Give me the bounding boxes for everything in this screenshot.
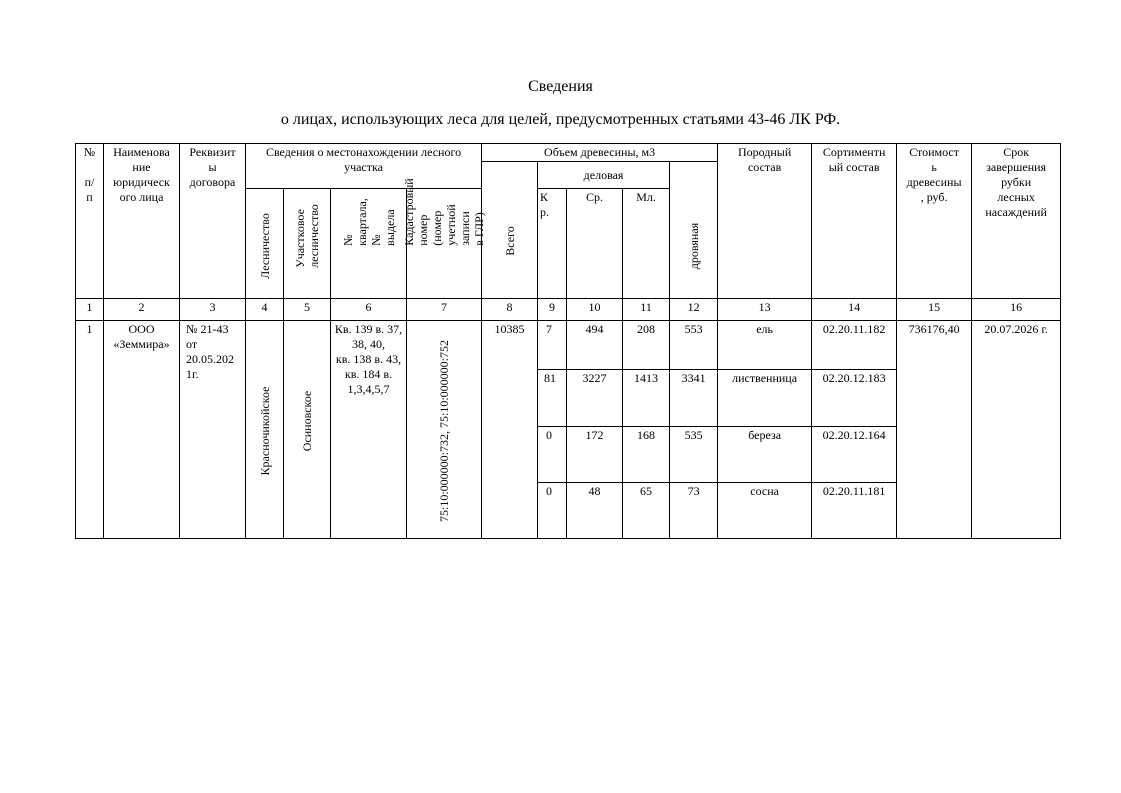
species-large: 0 [538,427,567,483]
header-business: деловая [538,162,670,189]
species-breed: лиственница [718,370,812,427]
header-row-1 [76,144,1061,162]
column-number: 4 [246,299,284,321]
header-term: Срок завершения рубки лесных насаждений [972,144,1061,299]
header-num: № п/ п [76,144,104,299]
record-term: 20.07.2026 г. [972,321,1061,539]
species-firewood: 535 [670,427,718,483]
record-cadastral: 75:10:000000:732, 75:10:000000:752 [407,321,482,539]
header-name: Наименова ние юридическ ого лица [104,144,180,299]
species-large: 0 [538,483,567,539]
record-total: 10385 [482,321,538,539]
column-number: 16 [972,299,1061,321]
species-medium: 48 [567,483,623,539]
species-breed: береза [718,427,812,483]
species-firewood: 553 [670,321,718,370]
header-large: К р. [538,189,567,299]
header-cost: Стоимост ь древесины , руб. [897,144,972,299]
species-breed: сосна [718,483,812,539]
species-firewood: 3341 [670,370,718,427]
species-assortment: 02.20.12.164 [812,427,897,483]
record-name: ООО «Земмира» [104,321,180,539]
column-number: 15 [897,299,972,321]
column-number: 12 [670,299,718,321]
document-subtitle: о лицах, использующих леса для целей, предусмотренных статьями 43-46 ЛК РФ. [280,111,841,128]
record-num: 1 [76,321,104,539]
document-title: Сведения [528,78,593,95]
column-number: 11 [623,299,670,321]
species-medium: 494 [567,321,623,370]
data-row-1 [76,321,1061,370]
header-firewood: дровяная [670,162,718,299]
header-quarter: № квартала, № выдела [331,189,407,299]
column-number: 9 [538,299,567,321]
header-cadastral: Кадастровый номер (номер учетной записи в ГЛР) [407,189,482,299]
species-assortment: 02.20.11.181 [812,483,897,539]
record-contract: № 21-43 от 20.05.202 1г. [180,321,246,539]
species-large: 81 [538,370,567,427]
column-number-row [76,299,1061,321]
header-district: Участковое лесничество [284,189,331,299]
column-number: 5 [284,299,331,321]
column-number: 13 [718,299,812,321]
header-small: Мл. [623,189,670,299]
column-number: 10 [567,299,623,321]
column-number: 2 [104,299,180,321]
column-number: 14 [812,299,897,321]
column-number: 6 [331,299,407,321]
species-small: 168 [623,427,670,483]
column-number: 7 [407,299,482,321]
species-breed: ель [718,321,812,370]
species-medium: 3227 [567,370,623,427]
species-small: 208 [623,321,670,370]
species-assortment: 02.20.12.183 [812,370,897,427]
species-small: 1413 [623,370,670,427]
species-assortment: 02.20.11.182 [812,321,897,370]
header-breed: Породный состав [718,144,812,299]
header-contract: Реквизит ы договора [180,144,246,299]
header-assortment: Сортиментн ый состав [812,144,897,299]
header-medium: Ср. [567,189,623,299]
column-number: 8 [482,299,538,321]
species-firewood: 73 [670,483,718,539]
header-forestry: Лесничество [246,189,284,299]
header-volume: Объем древесины, м3 [482,144,718,162]
info-table [75,143,1061,539]
species-large: 7 [538,321,567,370]
header-location: Сведения о местонахождении лесного участка [246,144,482,189]
header-total: Всего [482,162,538,299]
column-number: 1 [76,299,104,321]
species-medium: 172 [567,427,623,483]
record-quarters: Кв. 139 в. 37, 38, 40, кв. 138 в. 43, кв. 184 в. 1,3,4,5,7 [331,321,407,539]
column-number: 3 [180,299,246,321]
record-district: Осиновское [284,321,331,539]
record-cost: 736176,40 [897,321,972,539]
species-small: 65 [623,483,670,539]
record-forestry: Красночикойское [246,321,284,539]
